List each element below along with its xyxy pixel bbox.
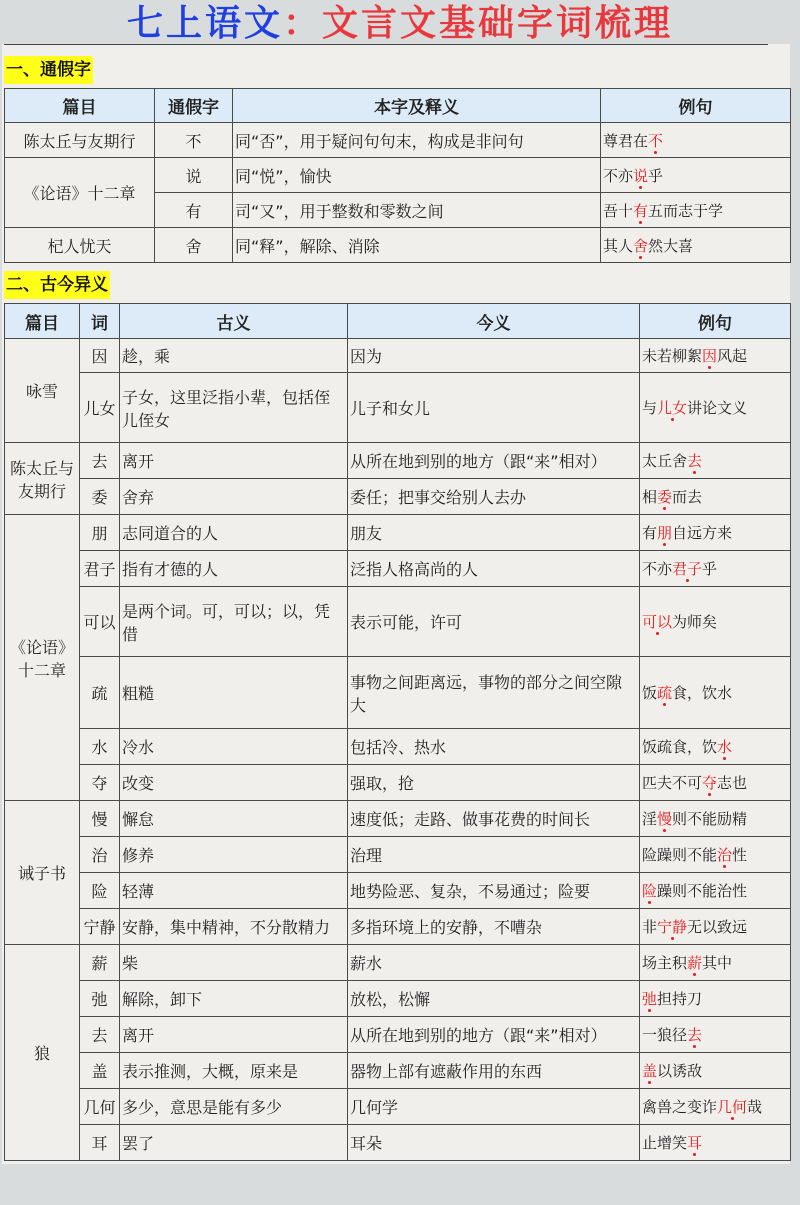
ancient-meaning-cell: 离开 xyxy=(120,443,348,479)
example-cell xyxy=(640,765,791,801)
highlighted-word: 疏 xyxy=(657,684,673,702)
table-row xyxy=(5,479,791,515)
page-title xyxy=(0,2,800,46)
highlighted-word: 委 xyxy=(657,488,673,506)
highlighted-word: 可以 xyxy=(642,613,673,631)
example-cell xyxy=(640,479,791,515)
modern-meaning-cell: 朋友 xyxy=(348,515,640,551)
example-text: 险躁则不能 xyxy=(642,846,718,864)
example-cell xyxy=(640,339,791,373)
word-cell: 几何 xyxy=(80,1089,120,1125)
table-row xyxy=(5,801,791,837)
example-text: 为师矣 xyxy=(672,613,718,631)
highlighted-word: 弛 xyxy=(642,990,658,1008)
example-cell xyxy=(640,587,791,657)
modern-meaning-cell: 多指环境上的安静，不嘈杂 xyxy=(348,909,640,945)
word-cell: 舍 xyxy=(155,228,233,263)
word-cell: 委 xyxy=(80,479,120,515)
col-header: 篇目 xyxy=(5,304,80,339)
ancient-meaning-cell: 志同道合的人 xyxy=(120,515,348,551)
table-header-row xyxy=(5,89,791,123)
highlighted-word: 薪 xyxy=(687,954,703,972)
example-cell xyxy=(640,1053,791,1089)
ancient-meaning-cell: 修养 xyxy=(120,837,348,873)
example-text: 太丘舍 xyxy=(642,452,688,470)
example-text: 尊君在 xyxy=(603,131,649,150)
table-row xyxy=(5,443,791,479)
modern-meaning-cell: 包括冷、热水 xyxy=(348,729,640,765)
word-cell: 险 xyxy=(80,873,120,909)
ancient-meaning-cell: 是两个词。可，可以；以，凭借 xyxy=(120,587,348,657)
highlighted-word: 说 xyxy=(633,166,649,185)
modern-meaning-cell: 地势险恶、复杂，不易通过；险要 xyxy=(348,873,640,909)
example-text: 相 xyxy=(642,488,658,506)
ancient-meaning-cell: 离开 xyxy=(120,1017,348,1053)
table-row xyxy=(5,945,791,981)
word-cell: 治 xyxy=(80,837,120,873)
gujinyiyi-table xyxy=(4,303,791,1161)
example-text: 有 xyxy=(642,524,658,542)
modern-meaning-cell: 从所在地到别的地方（跟“来”相对） xyxy=(348,443,640,479)
example-cell xyxy=(640,873,791,909)
example-text: 吾十 xyxy=(603,201,634,220)
table-row xyxy=(5,657,791,729)
col-header: 通假字 xyxy=(155,89,233,123)
example-text: 志也 xyxy=(717,774,748,792)
highlighted-word: 因 xyxy=(702,347,718,365)
word-cell: 可以 xyxy=(80,587,120,657)
highlighted-word: 治 xyxy=(717,846,733,864)
ancient-meaning-cell: 多少，意思是能有多少 xyxy=(120,1089,348,1125)
col-header: 本字及释义 xyxy=(233,89,601,123)
example-text: 然大喜 xyxy=(648,236,694,255)
example-cell xyxy=(640,373,791,443)
ancient-meaning-cell: 趁，乘 xyxy=(120,339,348,373)
example-cell xyxy=(601,228,791,263)
ancient-meaning-cell: 子女，这里泛指小辈，包括侄儿侄女 xyxy=(120,373,348,443)
table-row xyxy=(5,1125,791,1161)
highlighted-word: 水 xyxy=(717,738,733,756)
modern-meaning-cell: 薪水 xyxy=(348,945,640,981)
ancient-meaning-cell: 柴 xyxy=(120,945,348,981)
ancient-meaning-cell: 指有才德的人 xyxy=(120,551,348,587)
tongjiazi-table xyxy=(4,88,791,263)
word-cell: 薪 xyxy=(80,945,120,981)
modern-meaning-cell: 因为 xyxy=(348,339,640,373)
modern-meaning-cell: 泛指人格高尚的人 xyxy=(348,551,640,587)
word-cell: 宁静 xyxy=(80,909,120,945)
table-row xyxy=(5,228,791,263)
highlighted-word: 盖 xyxy=(642,1062,658,1080)
modern-meaning-cell: 从所在地到别的地方（跟“来”相对） xyxy=(348,1017,640,1053)
word-cell: 君子 xyxy=(80,551,120,587)
ancient-meaning-cell: 懈怠 xyxy=(120,801,348,837)
example-text: 非 xyxy=(642,918,658,936)
modern-meaning-cell: 几何学 xyxy=(348,1089,640,1125)
article-cell: 杞人忧天 xyxy=(5,228,155,263)
table-row xyxy=(5,158,791,193)
word-cell: 水 xyxy=(80,729,120,765)
example-cell xyxy=(640,1089,791,1125)
col-header: 例句 xyxy=(640,304,791,339)
modern-meaning-cell: 儿子和女儿 xyxy=(348,373,640,443)
word-cell: 不 xyxy=(155,123,233,158)
highlighted-word: 去 xyxy=(687,1026,703,1044)
example-text: 不亦 xyxy=(642,560,673,578)
word-cell: 夺 xyxy=(80,765,120,801)
section-heading-tongjiazi: 一、通假字 xyxy=(4,56,93,84)
col-header: 词 xyxy=(80,304,120,339)
example-text: 匹夫不可 xyxy=(642,774,703,792)
word-cell: 说 xyxy=(155,158,233,193)
meaning-cell: 同“否”，用于疑问句句末，构成是非问句 xyxy=(233,123,601,158)
table-row xyxy=(5,981,791,1017)
example-text: 饭 xyxy=(642,684,658,702)
example-text: 场主积 xyxy=(642,954,688,972)
article-cell: 诫子书 xyxy=(5,801,80,945)
example-text: 讲论文义 xyxy=(687,399,748,417)
word-cell: 弛 xyxy=(80,981,120,1017)
section-heading-gujinyiyi: 二、古今异义 xyxy=(4,271,110,299)
highlighted-word: 君子 xyxy=(672,560,703,578)
table-row xyxy=(5,1017,791,1053)
example-text: 与 xyxy=(642,399,658,417)
example-text: 而去 xyxy=(672,488,703,506)
title-blue-part: 七上语文 xyxy=(126,3,283,44)
highlighted-word: 险 xyxy=(642,882,658,900)
example-cell xyxy=(640,801,791,837)
example-text: 其人 xyxy=(603,236,634,255)
example-text: 未若柳絮 xyxy=(642,347,703,365)
table-row xyxy=(5,765,791,801)
example-text: 禽兽之变诈 xyxy=(642,1098,718,1116)
table-row xyxy=(5,837,791,873)
example-cell xyxy=(601,158,791,193)
highlighted-word: 朋 xyxy=(657,524,673,542)
meaning-cell: 同“释”，解除、消除 xyxy=(233,228,601,263)
example-cell xyxy=(601,193,791,228)
modern-meaning-cell: 放松，松懈 xyxy=(348,981,640,1017)
example-text: 一狼径 xyxy=(642,1026,688,1044)
col-header: 古义 xyxy=(120,304,348,339)
article-cell: 《论语》十二章 xyxy=(5,158,155,228)
highlighted-word: 耳 xyxy=(687,1134,703,1152)
table-row xyxy=(5,551,791,587)
example-text: 担持刀 xyxy=(657,990,703,1008)
col-header: 例句 xyxy=(601,89,791,123)
modern-meaning-cell: 速度低；走路、做事花费的时间长 xyxy=(348,801,640,837)
word-cell: 去 xyxy=(80,1017,120,1053)
example-cell xyxy=(640,657,791,729)
table-row xyxy=(5,1089,791,1125)
title-colon: ： xyxy=(282,3,322,44)
modern-meaning-cell: 器物上部有遮蔽作用的东西 xyxy=(348,1053,640,1089)
highlighted-word: 儿女 xyxy=(657,399,688,417)
table-row xyxy=(5,873,791,909)
col-header: 今义 xyxy=(348,304,640,339)
example-text: 五而志于学 xyxy=(648,201,724,220)
table-row xyxy=(5,1053,791,1089)
ancient-meaning-cell: 安静，集中精神，不分散精力 xyxy=(120,909,348,945)
word-cell: 有 xyxy=(155,193,233,228)
example-text: 躁则不能治性 xyxy=(657,882,748,900)
table-row xyxy=(5,909,791,945)
example-text: 饭疏食，饮 xyxy=(642,738,718,756)
word-cell: 疏 xyxy=(80,657,120,729)
ancient-meaning-cell: 轻薄 xyxy=(120,873,348,909)
word-cell: 儿女 xyxy=(80,373,120,443)
example-cell xyxy=(601,123,791,158)
example-text: 则不能励精 xyxy=(672,810,748,828)
example-text: 以诱敌 xyxy=(657,1062,703,1080)
modern-meaning-cell: 耳朵 xyxy=(348,1125,640,1161)
example-text: 风起 xyxy=(717,347,748,365)
example-cell xyxy=(640,909,791,945)
word-cell: 慢 xyxy=(80,801,120,837)
example-text: 不亦 xyxy=(603,166,634,185)
example-cell xyxy=(640,1017,791,1053)
modern-meaning-cell: 委任；把事交给别人去办 xyxy=(348,479,640,515)
highlighted-word: 几何 xyxy=(717,1098,748,1116)
article-cell: 狼 xyxy=(5,945,80,1161)
ancient-meaning-cell: 冷水 xyxy=(120,729,348,765)
highlighted-word: 慢 xyxy=(657,810,673,828)
example-cell xyxy=(640,945,791,981)
word-cell: 去 xyxy=(80,443,120,479)
col-header: 篇目 xyxy=(5,89,155,123)
table-row xyxy=(5,587,791,657)
modern-meaning-cell: 事物之间距离远，事物的部分之间空隙大 xyxy=(348,657,640,729)
highlighted-word: 舍 xyxy=(633,236,649,255)
example-cell xyxy=(640,551,791,587)
table-row xyxy=(5,373,791,443)
example-text: 哉 xyxy=(747,1098,763,1116)
article-cell: 《论语》十二章 xyxy=(5,515,80,801)
table-row xyxy=(5,515,791,551)
example-text: 其中 xyxy=(702,954,733,972)
ancient-meaning-cell: 粗糙 xyxy=(120,657,348,729)
article-cell: 咏雪 xyxy=(5,339,80,443)
title-red-part: 文言文基础字词梳理 xyxy=(322,3,674,44)
example-text: 无以致远 xyxy=(687,918,748,936)
word-cell: 因 xyxy=(80,339,120,373)
highlighted-word: 有 xyxy=(633,201,649,220)
highlighted-word: 夺 xyxy=(702,774,718,792)
word-cell: 耳 xyxy=(80,1125,120,1161)
example-cell xyxy=(640,443,791,479)
example-text: 自远方来 xyxy=(672,524,733,542)
word-cell: 朋 xyxy=(80,515,120,551)
example-text: 乎 xyxy=(648,166,664,185)
gujinyiyi-body xyxy=(5,339,791,1161)
example-text: 止增笑 xyxy=(642,1134,688,1152)
ancient-meaning-cell: 改变 xyxy=(120,765,348,801)
example-cell xyxy=(640,981,791,1017)
highlighted-word: 不 xyxy=(648,131,664,150)
modern-meaning-cell: 表示可能，许可 xyxy=(348,587,640,657)
ancient-meaning-cell: 解除，卸下 xyxy=(120,981,348,1017)
ancient-meaning-cell: 舍弃 xyxy=(120,479,348,515)
word-cell: 盖 xyxy=(80,1053,120,1089)
article-cell: 陈太丘与友期行 xyxy=(5,443,80,515)
modern-meaning-cell: 治理 xyxy=(348,837,640,873)
example-text: 淫 xyxy=(642,810,658,828)
example-text: 食，饮水 xyxy=(672,684,733,702)
table-header-row xyxy=(5,304,791,339)
meaning-cell: 司“又”，用于整数和零数之间 xyxy=(233,193,601,228)
article-cell: 陈太丘与友期行 xyxy=(5,123,155,158)
example-text: 乎 xyxy=(702,560,718,578)
ancient-meaning-cell: 罢了 xyxy=(120,1125,348,1161)
example-cell xyxy=(640,515,791,551)
meaning-cell: 同“悦”，愉快 xyxy=(233,158,601,193)
title-divider xyxy=(4,44,768,45)
ancient-meaning-cell: 表示推测，大概，原来是 xyxy=(120,1053,348,1089)
highlighted-word: 宁静 xyxy=(657,918,688,936)
highlighted-word: 去 xyxy=(687,452,703,470)
example-text: 性 xyxy=(732,846,748,864)
example-cell xyxy=(640,837,791,873)
table-row xyxy=(5,123,791,158)
modern-meaning-cell: 强取，抢 xyxy=(348,765,640,801)
example-cell xyxy=(640,729,791,765)
table-row xyxy=(5,729,791,765)
table-row xyxy=(5,339,791,373)
example-cell xyxy=(640,1125,791,1161)
